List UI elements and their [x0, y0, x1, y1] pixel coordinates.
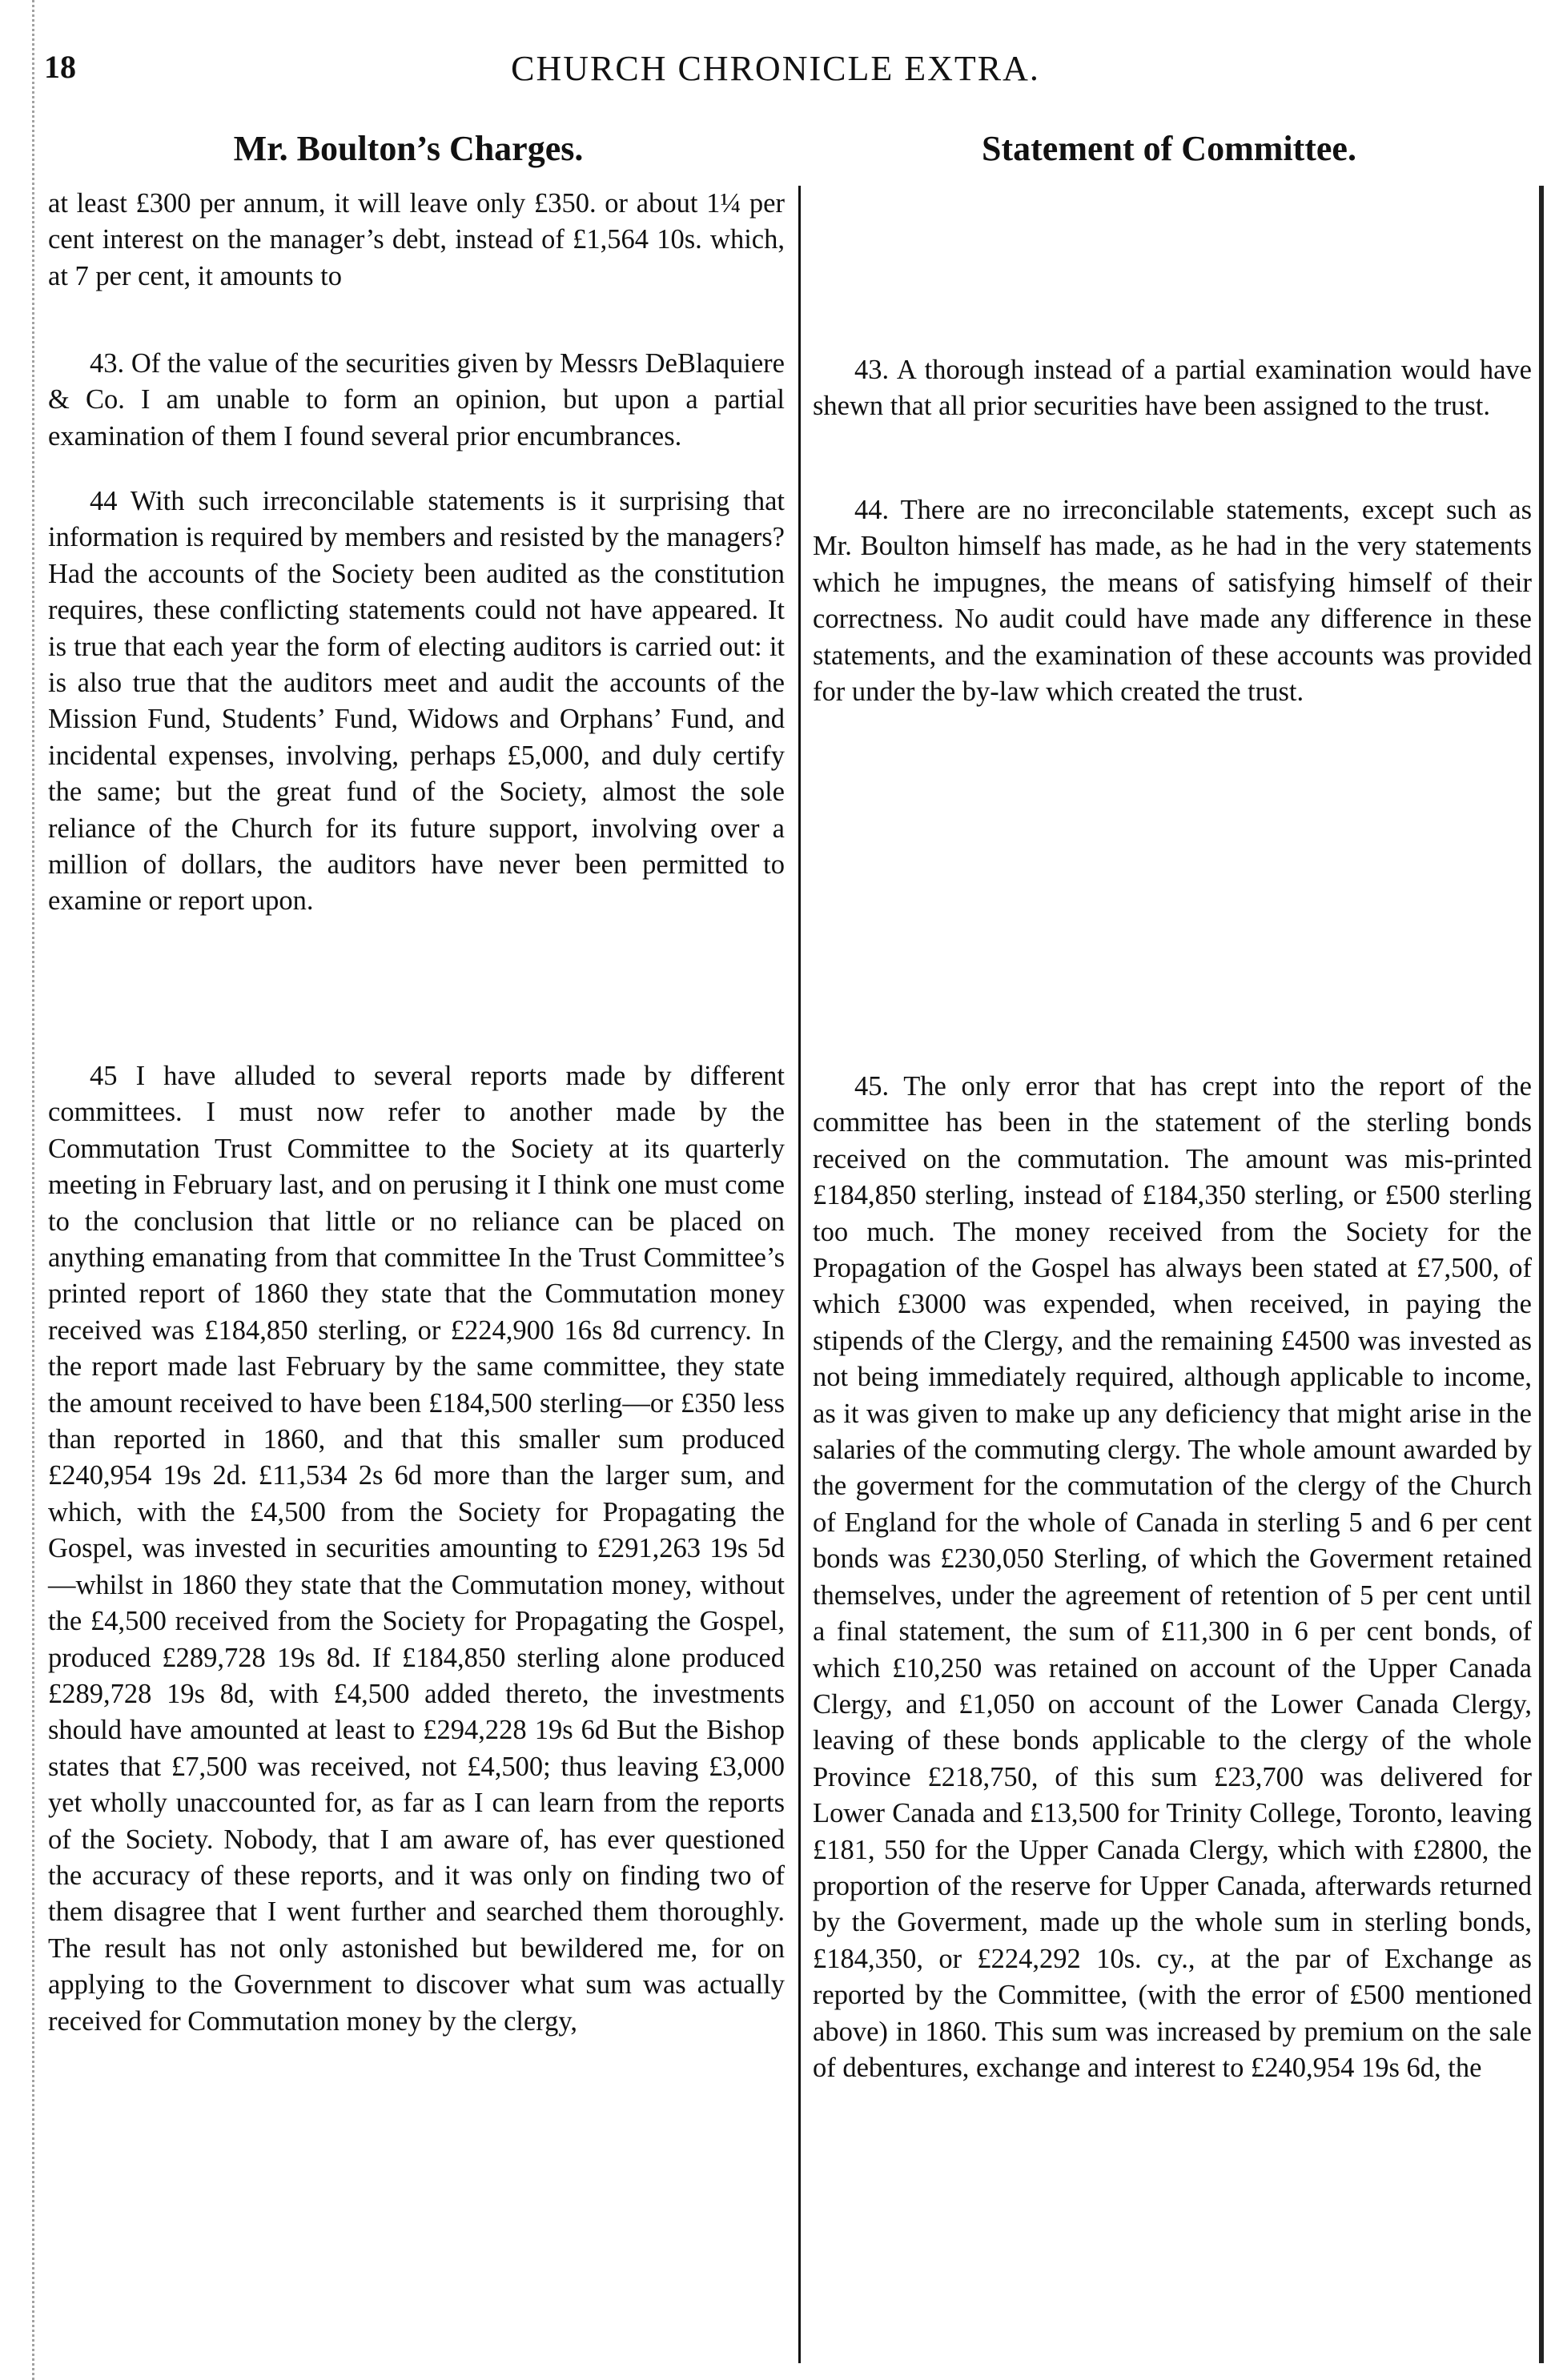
paragraph-text: 44. There are no irreconcilable statements, except such as Mr. Boulton himself has made, as he had in the very statements which he impugnes, the means of satisfying himself of their correctness. No audit could have made any difference in these statements, and the examination of these accounts was provided for under the by-law which created the trust.: [813, 495, 1532, 708]
page-number: 18: [44, 49, 76, 85]
paragraph-text: 43. Of the value of the securities given by Messrs DeBlaquiere & Co. I am unable to form an opinion, but upon a partial examination of them I found several prior encumbrances.: [48, 348, 785, 452]
left-column-heading: Mr. Boulton’s Charges.: [233, 129, 584, 168]
left-paragraph-44: [48, 484, 785, 920]
column-divider: [798, 186, 801, 2363]
paragraph-text: at least £300 per annum, it will leave only £350. or about 1¼ per cent interest on the manager’s debt, instead of £1,564 10s. which, at 7 per cent, it amounts to: [48, 188, 785, 291]
right-paragraph-44: [813, 492, 1532, 710]
paragraph-text: 45 I have alluded to several reports made by different committees. I must now refer to another made by the Commutation Trust Committee to the Society at its quarterly meeting in February last, and on perusing it I think one must come to the conclusion that little or no reliance can be placed on anything emanating from that committee In the Trust Committee’s printed report of 1860 they state that the Commutation money received was £184,850 sterling, or £224,900 16s 8d currency. In the report made last February by the same committee, they state the amount received to have been £184,500 sterling—or £350 less than reported in 1860, and that this smaller sum produced £240,954 19s 2d. £11,534 2s 6d more than the larger sum, and which, with the £4,500 from the Society for Propagating the Gospel, was invested in securities amounting to £291,263 19s 5d—whilst in 1860 they state that the Commutation money, without the £4,500 received from the Society for Propagating the Gospel, produced £289,728 19s 8d. If £184,850 sterling alone produced £289,728 19s 8d, with £4,500 added thereto, the investments should have amounted at least to £294,228 19s 6d But the Bishop states that £7,500 was received, not £4,500; thus leaving £3,000 yet wholly unaccounted for, as far as I can learn from the reports of the Society. Nobody, that I am aware of, has ever questioned the accuracy of these reports, and it was only on finding two of them disagree that I went further and searched them thoroughly. The result has not only astonished but bewildered me, for on applying to the Government to discover what sum was actually received for Commutation money by the clergy,: [48, 1061, 785, 2037]
right-paragraph-43: [813, 352, 1532, 425]
running-title: CHURCH CHRONICLE EXTRA.: [511, 49, 1040, 88]
left-paragraph-continued: [48, 186, 785, 295]
right-margin-rule: [1539, 186, 1544, 2363]
right-paragraph-45: [813, 1069, 1532, 2086]
right-column-heading: Statement of Committee.: [982, 129, 1356, 168]
left-paragraph-45: [48, 1058, 785, 2040]
left-paragraph-43: [48, 346, 785, 455]
paragraph-text: 43. A thorough instead of a partial examination would have shewn that all prior securities have been assigned to the trust.: [813, 355, 1532, 422]
binding-edge: [0, 0, 34, 2380]
paragraph-text: 45. The only error that has crept into the report of the committee has been in the statement of the sterling bonds received on the commutation. The amount was mis-printed £184,850 sterling, instead of £184,350 sterling, or £500 sterling too much. The money received from the Society for the Propagation of the Gospel has always been stated at £7,500, of which £3000 was expended, when received, in paying the stipends of the Clergy, and the remaining £4500 was invested as not being immediately required, although applicable to income, as it was given to make up any deficiency that might arise in the salaries of the commuting clergy. The whole amount awarded by the goverment for the commutation of the clergy of the Church of England for the whole of Canada in sterling 5 and 6 per cent bonds was £230,050 Sterling, of which the Goverment retained themselves, under the agreement of retention of 5 per cent until a final statement, the sum of £11,300 in 6 per cent bonds, of which £10,250 was retained on account of the Upper Canada Clergy, and £1,050 on account of the Lower Canada Clergy, leaving of these bonds applicable to the clergy of the whole Province £218,750, of this sum £23,700 was delivered for Lower Canada and £13,500 for Trinity College, Toronto, leaving £181, 550 for the Upper Canada Clergy, which with £2800, the proportion of the reserve for Upper Canada, afterwards returned by the Goverment, made up the whole sum in sterling bonds, £184,350, or £224,292 10s. cy., at the par of Exchange as reported by the Committee, (with the error of £500 mentioned above) in 1860. This sum was increased by premium on the sale of debentures, exchange and interest to £240,954 19s 6d, the: [813, 1071, 1532, 2083]
paragraph-text: 44 With such irreconcilable statements is it surprising that information is required by members and resisted by the managers? Had the accounts of the Society been audited as the constitution requires, these conflicting statements could not have appeared. It is true that each year the form of electing auditors is carried out: it is also true that the auditors meet and audit the accounts of the Mission Fund, Students’ Fund, Widows and Orphans’ Fund, and incidental expenses, involving, perhaps £5,000, and duly certify the same; but the great fund of the Society, almost the sole reliance of the Church for its future support, involving over a million of dollars, the auditors have never been permitted to examine or report upon.: [48, 486, 785, 917]
page-header: [0, 48, 1551, 96]
